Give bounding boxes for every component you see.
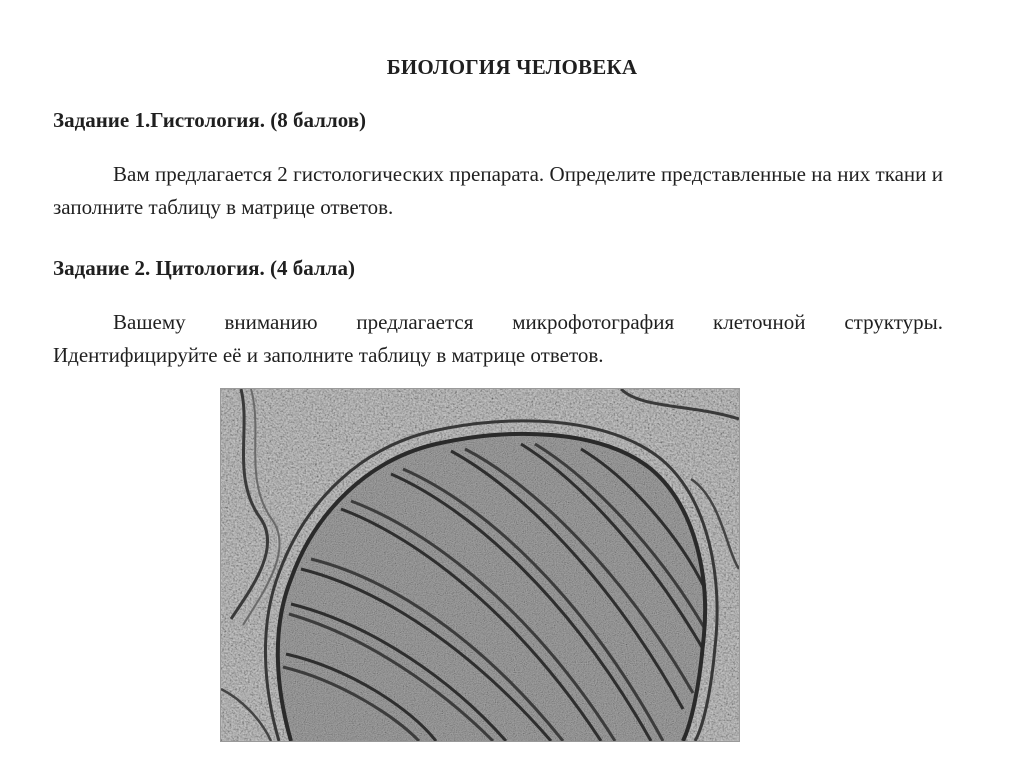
task2-text xyxy=(53,306,943,372)
micrograph-image xyxy=(221,389,739,741)
task1-heading: Задание 1.Гистология. (8 баллов) xyxy=(53,108,367,132)
task2-heading: Задание 2. Цитология. (4 балла) xyxy=(53,256,355,280)
task1-text: Вам предлагается 2 гистологических препарата. Определите представленные на них ткани и заполните таблицу в матрице ответов. xyxy=(53,162,943,219)
mitochondrion-micrograph-icon xyxy=(220,388,740,742)
task2-text-line2: Идентифицируйте её и заполните таблицу в матрице ответов. xyxy=(53,343,604,367)
page-title: БИОЛОГИЯ ЧЕЛОВЕКА xyxy=(386,55,638,79)
task2-text-line1: Вашему вниманию предлагается микрофотография клеточной структуры. xyxy=(113,310,943,334)
